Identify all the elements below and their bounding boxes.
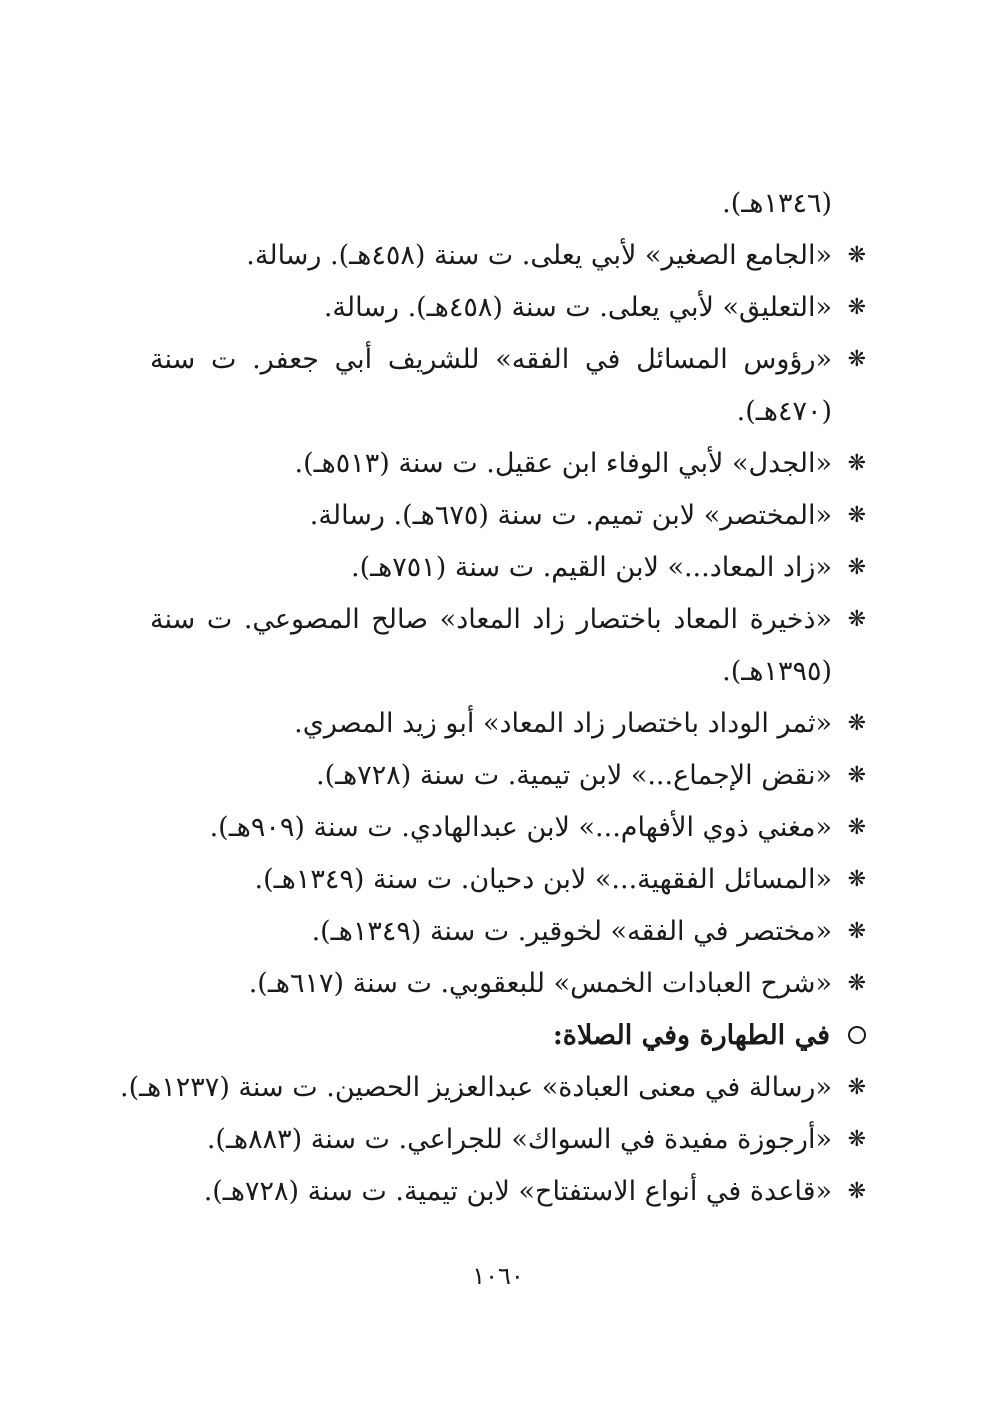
entry-text: «الجامع الصغير» لأبي يعلى. ت سنة (٤٥٨هـ). رسالة. <box>246 240 832 271</box>
asterisk-bullet-icon: ❋ <box>847 971 866 996</box>
entry-text: «نقض الإجماع...» لابن تيمية. ت سنة (٧٢٨هـ). <box>316 760 832 791</box>
entry-text: «رسالة في معنى العبادة» عبدالعزيز الحصين. ت سنة (١٢٣٧هـ). <box>120 1072 832 1103</box>
bibliography-entry <box>150 906 866 958</box>
entry-text: «المسائل الفقهية...» لابن دحيان. ت سنة (١٣٤٩هـ). <box>254 864 832 895</box>
asterisk-bullet-icon: ❋ <box>847 867 866 892</box>
asterisk-bullet-icon: ❋ <box>847 347 866 372</box>
asterisk-bullet-icon: ❋ <box>847 607 866 632</box>
continuation-line <box>150 646 866 698</box>
entry-text: «أرجوزة مفيدة في السواك» للجراعي. ت سنة (٨٨٣هـ). <box>206 1124 832 1155</box>
bibliography-entry <box>150 958 866 1010</box>
bibliography-entry <box>150 542 866 594</box>
bibliography-entry <box>150 490 866 542</box>
bibliography-entry <box>150 282 866 334</box>
entry-text: «زاد المعاد...» لابن القيم. ت سنة (٧٥١هـ). <box>351 552 832 583</box>
page-body <box>120 178 866 1218</box>
bibliography-entry <box>150 1166 866 1218</box>
asterisk-bullet-icon: ❋ <box>847 1179 866 1204</box>
bibliography-entry <box>150 438 866 490</box>
asterisk-bullet-icon: ❋ <box>847 1075 866 1100</box>
asterisk-bullet-icon: ❋ <box>847 451 866 476</box>
entry-text: «الجدل» لأبي الوفاء ابن عقيل. ت سنة (٥١٣هـ). <box>294 448 832 479</box>
entry-text: «ذخيرة المعاد باختصار زاد المعاد» صالح المصوعي. ت سنة <box>150 604 832 635</box>
asterisk-bullet-icon: ❋ <box>847 711 866 736</box>
entry-text: (٤٧٠هـ). <box>736 396 832 427</box>
bibliography-entry <box>150 750 866 802</box>
section-heading-text: في الطهارة وفي الصلاة: <box>552 1020 830 1051</box>
asterisk-bullet-icon: ❋ <box>847 295 866 320</box>
circle-bullet-icon <box>848 1026 866 1044</box>
asterisk-bullet-icon: ❋ <box>847 763 866 788</box>
continuation-line <box>150 178 866 230</box>
bibliography-entry <box>150 698 866 750</box>
entry-text: «مختصر في الفقه» لخوقير. ت سنة (١٣٤٩هـ). <box>311 916 832 947</box>
page-number: ١٠٦٠ <box>472 1262 524 1290</box>
entry-text: «التعليق» لأبي يعلى. ت سنة (٤٥٨هـ). رسالة. <box>323 292 832 323</box>
bibliography-entry <box>150 802 866 854</box>
entry-text: «المختصر» لابن تميم. ت سنة (٦٧٥هـ). رسالة. <box>309 500 832 531</box>
entry-text: «رؤوس المسائل في الفقه» للشريف أبي جعفر. ت سنة <box>150 344 832 375</box>
entry-text: «شرح العبادات الخمس» للبعقوبي. ت سنة (٦١٧هـ). <box>248 968 832 999</box>
bibliography-entry <box>150 594 866 646</box>
asterisk-bullet-icon: ❋ <box>847 919 866 944</box>
entry-text: «قاعدة في أنواع الاستفتاح» لابن تيمية. ت سنة (٧٢٨هـ). <box>203 1176 832 1207</box>
entry-text: «مغني ذوي الأفهام...» لابن عبدالهادي. ت سنة (٩٠٩هـ). <box>209 812 832 843</box>
entry-text: (١٣٤٦هـ). <box>722 188 832 219</box>
asterisk-bullet-icon: ❋ <box>847 243 866 268</box>
section-heading <box>150 1010 866 1062</box>
bibliography-entry <box>150 230 866 282</box>
asterisk-bullet-icon: ❋ <box>847 815 866 840</box>
asterisk-bullet-icon: ❋ <box>847 1127 866 1152</box>
asterisk-bullet-icon: ❋ <box>847 503 866 528</box>
asterisk-bullet-icon: ❋ <box>847 555 866 580</box>
entry-text: (١٣٩٥هـ). <box>722 656 832 687</box>
bibliography-entry <box>120 1062 866 1114</box>
entry-text: «ثمر الوداد باختصار زاد المعاد» أبو زيد المصري. <box>294 708 832 739</box>
bibliography-entry <box>150 854 866 906</box>
continuation-line <box>150 386 866 438</box>
bibliography-entry <box>150 1114 866 1166</box>
bibliography-entry <box>150 334 866 386</box>
